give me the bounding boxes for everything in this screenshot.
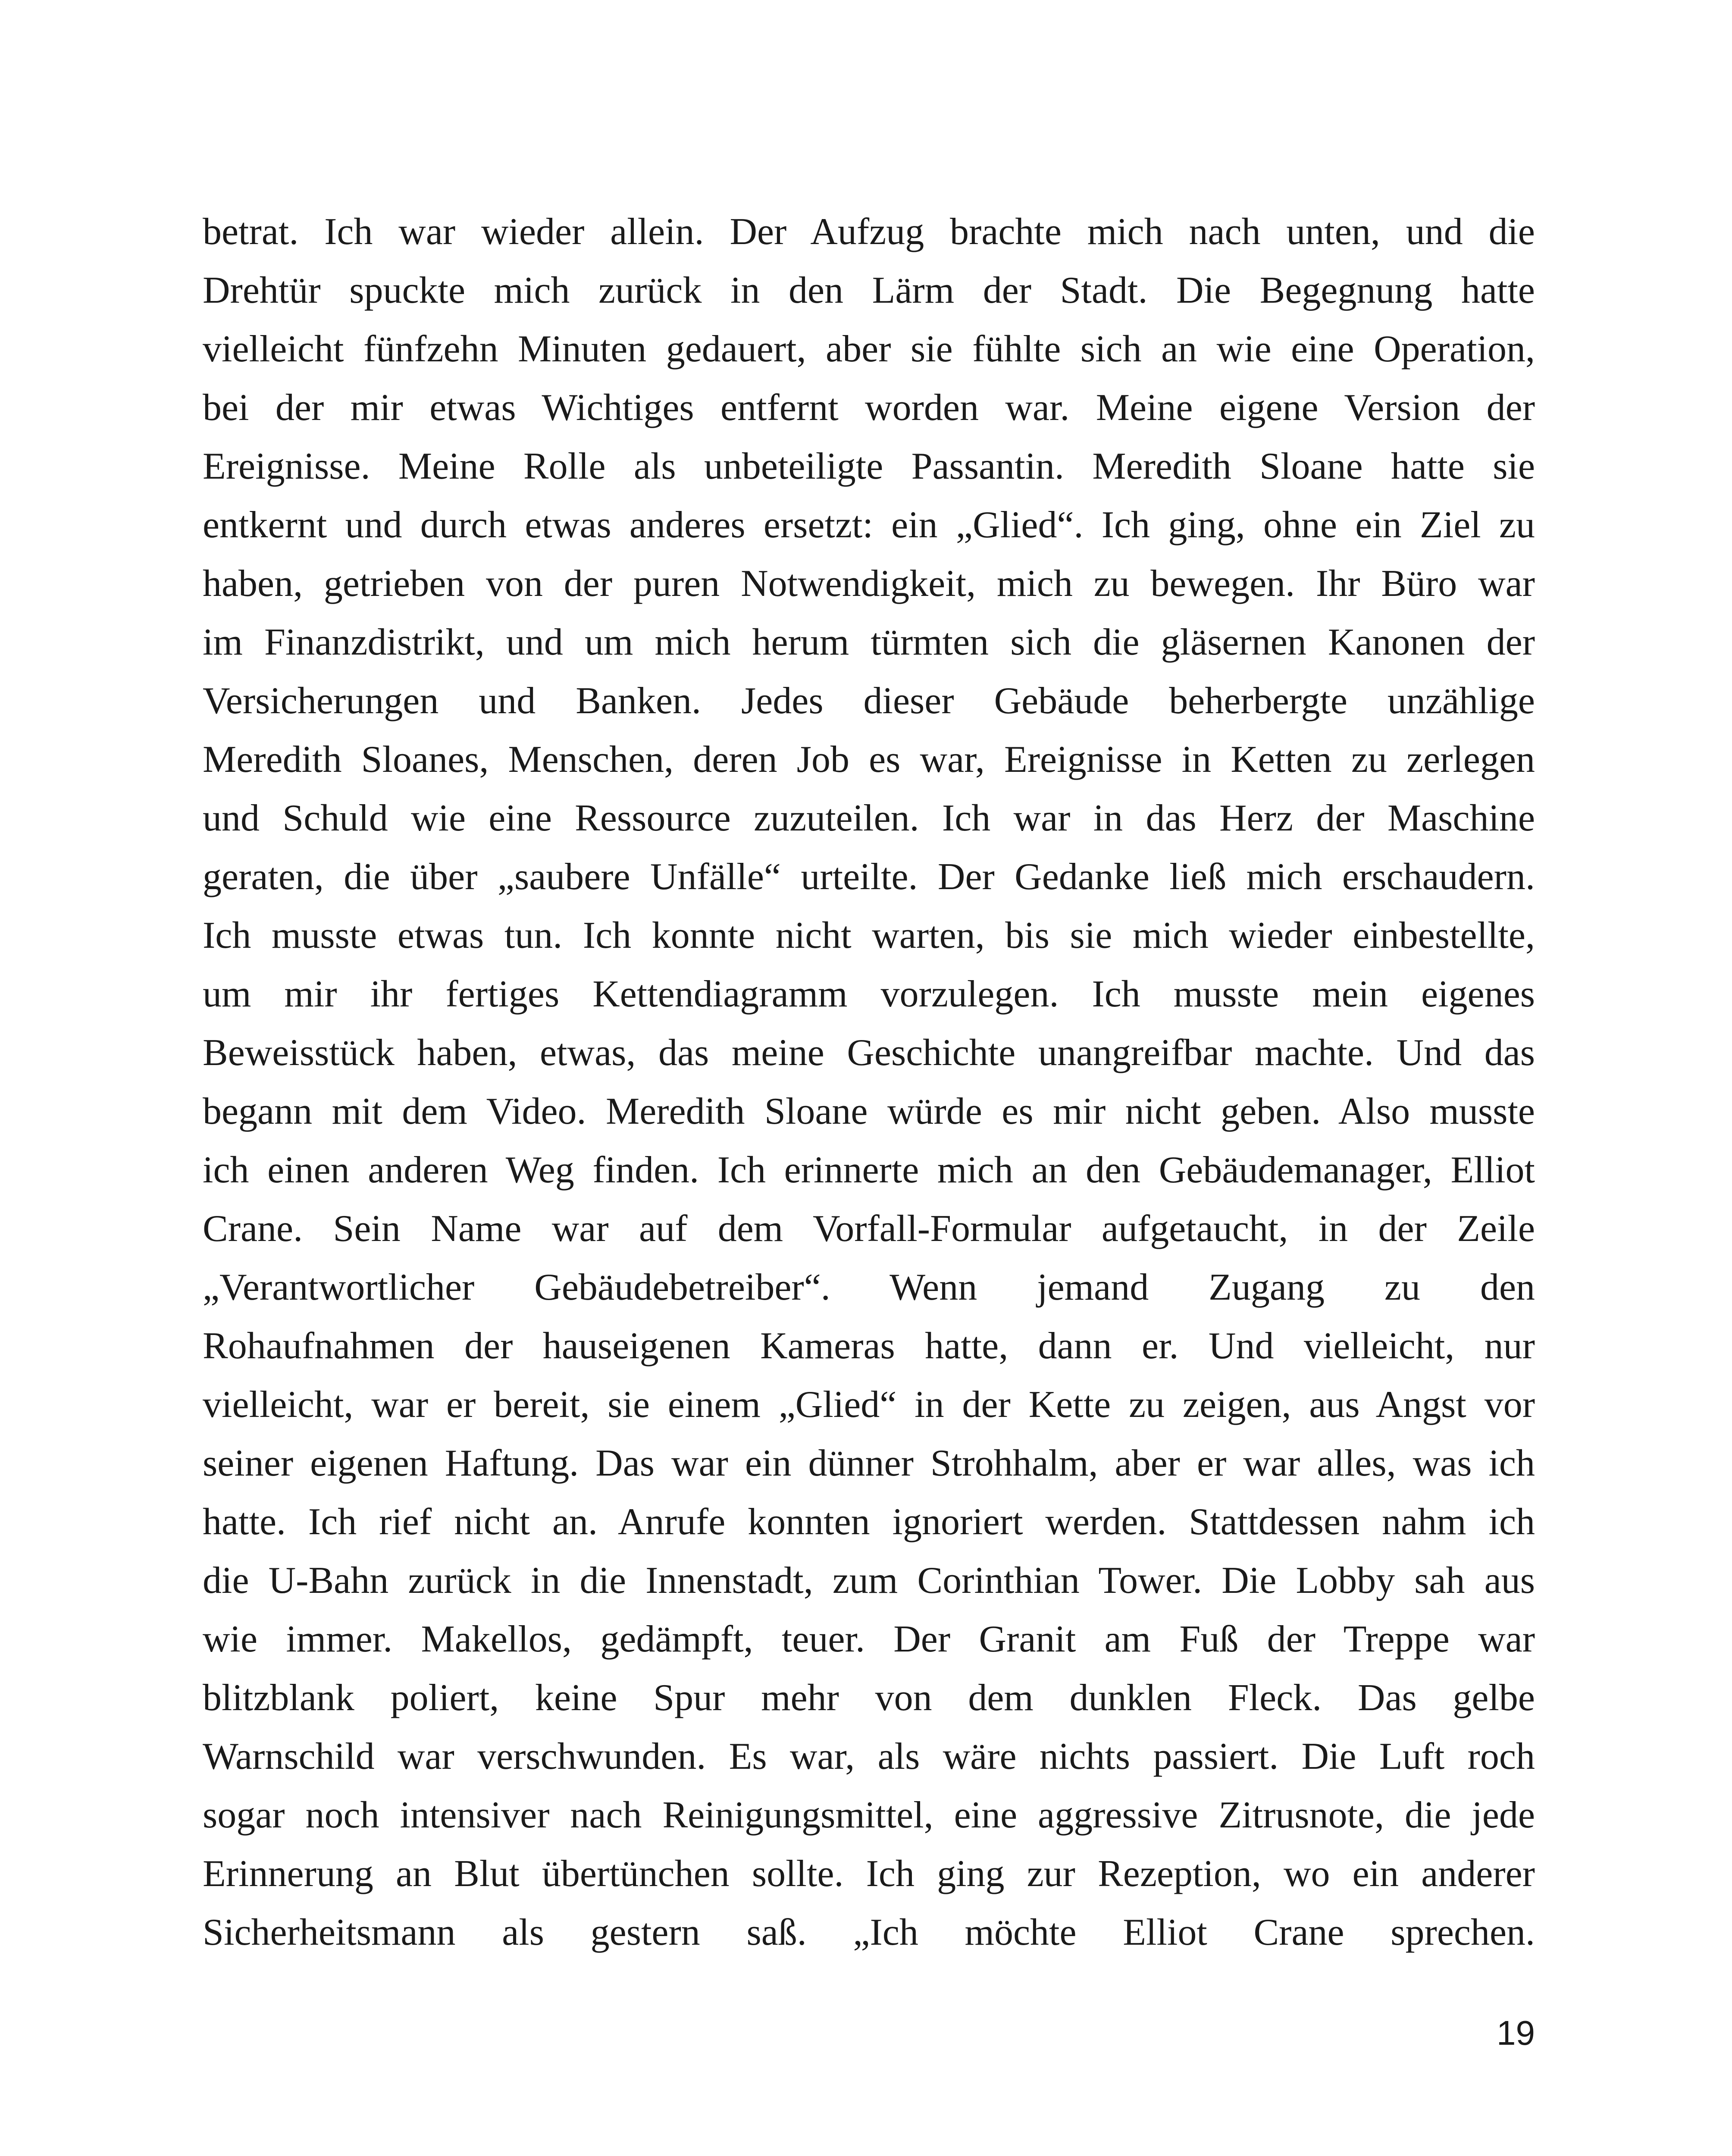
text-line: vielleicht fünfzehn Minuten gedauert, aber sie fühlte sich an wie eine Operation, [203, 328, 1535, 370]
text-line: Beweisstück haben, etwas, das meine Geschichte unangreifbar machte. Und das [203, 1032, 1535, 1074]
text-line: im Finanzdistrikt, und um mich herum türmten sich die gläsernen Kanonen der [203, 621, 1535, 663]
text-line: hatte. Ich rief nicht an. Anrufe konnten ignoriert werden. Stattdessen nahm ich [203, 1501, 1535, 1543]
text-line: wie immer. Makellos, gedämpft, teuer. Der Granit am Fuß der Treppe war [203, 1618, 1535, 1660]
text-line: Erinnerung an Blut übertünchen sollte. Ich ging zur Rezeption, wo ein anderer [203, 1853, 1535, 1895]
text-line: Drehtür spuckte mich zurück in den Lärm der Stadt. Die Begegnung hatte [203, 270, 1535, 311]
page-number: 19 [1497, 2014, 1535, 2052]
text-line: ich einen anderen Weg finden. Ich erinnerte mich an den Gebäudemanager, Elliot [203, 1149, 1535, 1191]
text-line: vielleicht, war er bereit, sie einem „Glied“ in der Kette zu zeigen, aus Angst vor [203, 1384, 1535, 1426]
text-line: Versicherungen und Banken. Jedes dieser Gebäude beherbergte unzählige [203, 680, 1535, 722]
text-line: haben, getrieben von der puren Notwendigkeit, mich zu bewegen. Ihr Büro war [203, 563, 1535, 605]
text-line: Meredith Sloanes, Menschen, deren Job es war, Ereignisse in Ketten zu zerlegen [203, 739, 1535, 780]
text-line: begann mit dem Video. Meredith Sloane würde es mir nicht geben. Also musste [203, 1091, 1535, 1132]
text-line: Crane. Sein Name war auf dem Vorfall-Formular aufgetaucht, in der Zeile [203, 1208, 1535, 1250]
text-line: Warnschild war verschwunden. Es war, als wäre nichts passiert. Die Luft roch [203, 1736, 1535, 1777]
text-line: Ereignisse. Meine Rolle als unbeteiligte Passantin. Meredith Sloane hatte sie [203, 445, 1535, 487]
text-line: blitzblank poliert, keine Spur mehr von dem dunklen Fleck. Das gelbe [203, 1677, 1535, 1719]
text-line: um mir ihr fertiges Kettendiagramm vorzulegen. Ich musste mein eigenes [203, 973, 1535, 1015]
text-line: geraten, die über „saubere Unfälle“ urteilte. Der Gedanke ließ mich erschaudern. [203, 856, 1535, 898]
text-line: seiner eigenen Haftung. Das war ein dünner Strohhalm, aber er war alles, was ich [203, 1442, 1535, 1484]
text-line: Rohaufnahmen der hauseigenen Kameras hatte, dann er. Und vielleicht, nur [203, 1325, 1535, 1367]
text-line: sogar noch intensiver nach Reinigungsmittel, eine aggressive Zitrusnote, die jede [203, 1794, 1535, 1836]
text-line: betrat. Ich war wieder allein. Der Aufzug brachte mich nach unten, und die [203, 211, 1535, 253]
text-line: bei der mir etwas Wichtiges entfernt worden war. Meine eigene Version der [203, 387, 1535, 429]
text-line: entkernt und durch etwas anderes ersetzt: ein „Glied“. Ich ging, ohne ein Ziel zu [203, 504, 1535, 546]
text-line: Ich musste etwas tun. Ich konnte nicht warten, bis sie mich wieder einbestellte, [203, 915, 1535, 956]
body-text [203, 203, 1535, 1962]
text-line: und Schuld wie eine Ressource zuzuteilen. Ich war in das Herz der Maschine [203, 797, 1535, 839]
text-line: die U-Bahn zurück in die Innenstadt, zum Corinthian Tower. Die Lobby sah aus [203, 1560, 1535, 1601]
text-line: Sicherheitsmann als gestern saß. „Ich möchte Elliot Crane sprechen. [203, 1912, 1535, 1953]
text-line: „Verantwortlicher Gebäudebetreiber“. Wenn jemand Zugang zu den [203, 1266, 1535, 1308]
